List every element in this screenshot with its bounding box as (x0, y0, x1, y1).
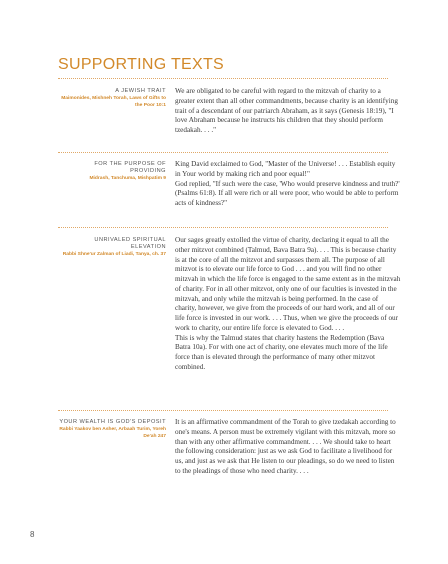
section-header (58, 161, 166, 183)
section-source: Rabbi Shne'ur Zalman of Liadi, Tanya, ch. 37 (62, 252, 166, 257)
section-header (58, 419, 166, 440)
section-label: UNRIVALED SPIRITUAL ELEVATION (94, 237, 166, 250)
section-source: Midrash, Tanchuma, Mishpatim 9 (89, 176, 166, 181)
paragraph: God replied, "If such were the case, 'Who would preserve kindness and truth?' (Psalms 61:8). If all were rich or all were poor, who would be able to perform acts of kindness?" (175, 179, 400, 207)
section-header (58, 237, 166, 259)
section-text (175, 160, 401, 209)
divider (58, 227, 388, 228)
section-source: Rabbi Yaakov ben Asher, Arbaah Turim, Yoreh De'ah 247 (59, 427, 166, 439)
divider (58, 410, 388, 411)
divider (58, 152, 388, 153)
divider (58, 78, 388, 79)
paragraph: This is why the Talmud states that charity hastens the Redemption (Bava Batra 10a). For with one act of charity, one elevates much more of the life force than is elevated through the performance of many other mitzvot combined. (175, 333, 388, 371)
paragraph: We are obligated to be careful with regard to the mitzvah of charity to a greater extent than all other commandments, because charity is an identifying trait of a descendant of our patriarch Abraham, as it says (Genesis 18:19), "I love Abraham because he instructs his children that they should perform tzedakah. . . ." (175, 87, 398, 134)
section-label: FOR THE PURPOSE OF PROVIDING (94, 161, 166, 174)
section-label: A JEWISH TRAIT (115, 88, 166, 94)
section-text (175, 87, 401, 136)
section-label: YOUR WEALTH IS GOD'S DEPOSIT (59, 419, 166, 425)
paragraph: Our sages greatly extolled the virtue of charity, declaring it equal to all the other mitzvot combined (Talmud, Bava Batra 9a). . . . This is because charity is at the core of all the mitzvot and surpasses them all. The purpose of all mitzvot is to elevate our life force to God . . . and you will find no other mitzvah in which the life force is engaged to the same extent as in the mitzvah of charity. For in all other mitzvot, only one of our faculties is invested in the mitzvah, and only while the mitzvah is being performed. In the case of charity, however, we give from the proceeds of our hard work, and all of our life force is invested in our work. . . . Thus, when we give the proceeds of our work to charity, our entire life force is elevated to God. . . . (175, 236, 401, 332)
section-source: Maimonides, Mishneh Torah, Laws of Gifts to the Poor 10:1 (61, 96, 166, 108)
section-text (175, 418, 401, 477)
page-title: SUPPORTING TEXTS (58, 56, 225, 73)
section-text (175, 236, 401, 373)
section-header (58, 88, 166, 109)
paragraph: It is an affirmative commandment of the Torah to give tzedakah according to one's means. A person must be extremely vigilant with this mitzvah, more so than with any other affirmative commandment. . . . We should take to heart the following consideration: just as we ask God to facilitate a livelihood for us, and just as we ask that He listen to our pleadings, so do we need to listen to the pleadings of those who need charity. . . . (175, 418, 396, 475)
paragraph: King David exclaimed to God, "Master of the Universe! . . . Establish equity in Your world by making rich and poor equal!" (175, 160, 396, 178)
page-number: 8 (30, 530, 35, 539)
